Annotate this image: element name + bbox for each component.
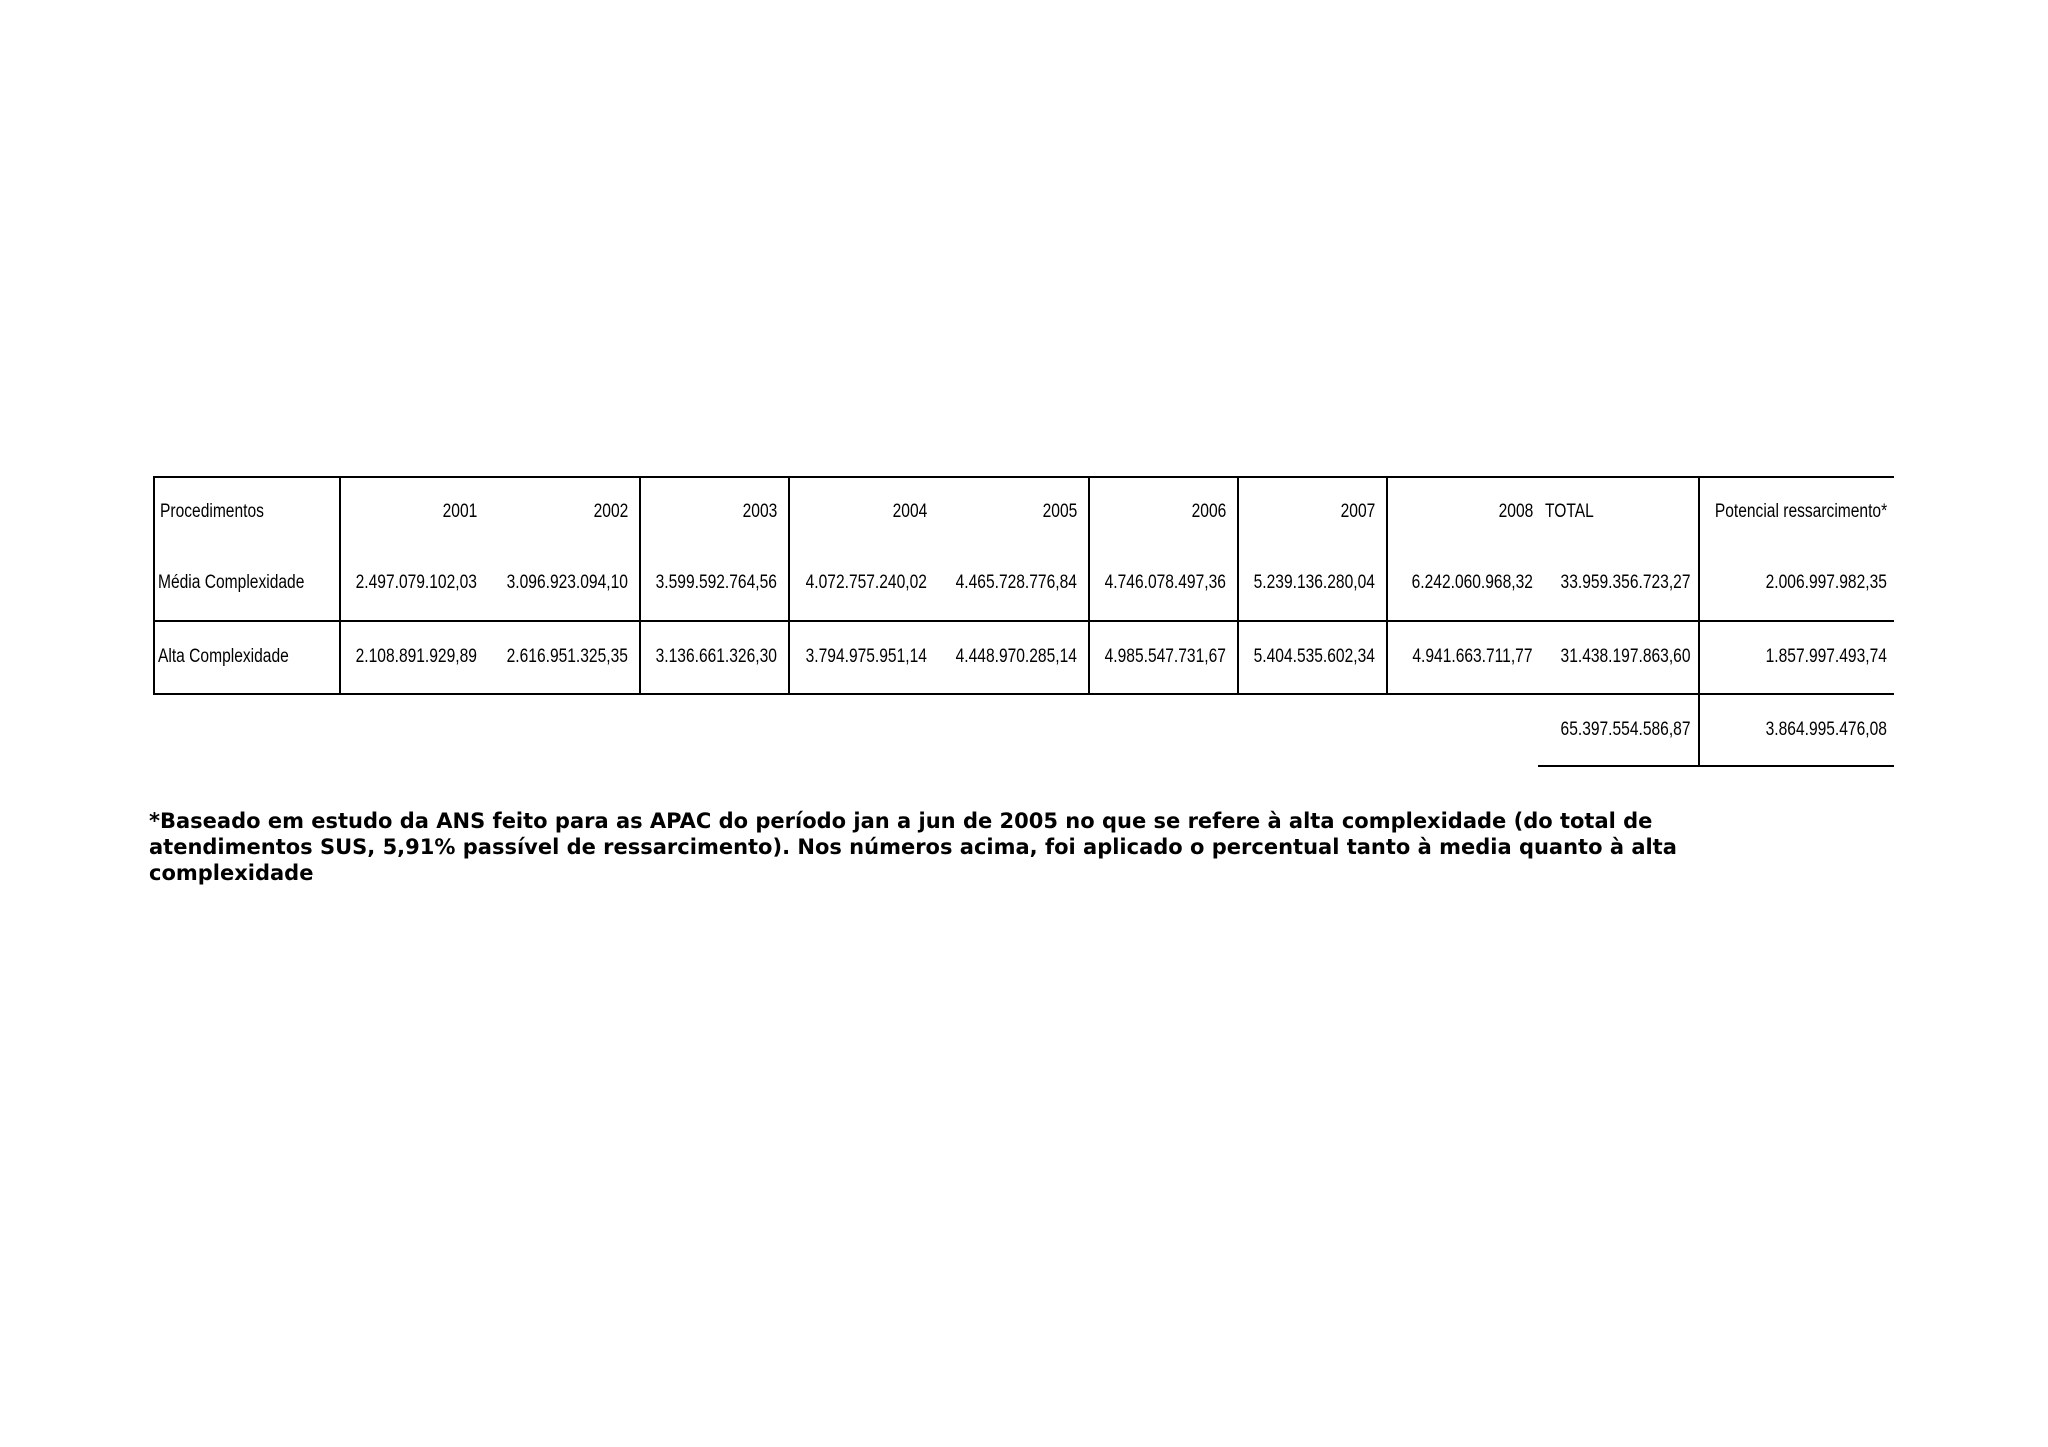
header-total: TOTAL [1545, 501, 1594, 522]
header-year-2004: 2004 [892, 501, 927, 522]
table-cell: 3.096.923.094,10 [506, 572, 628, 593]
header-year-2007: 2007 [1340, 501, 1375, 522]
table-cell: 4.985.547.731,67 [1104, 646, 1226, 667]
table-cell: 4.072.757.240,02 [805, 572, 927, 593]
table-cell: 5.239.136.280,04 [1253, 572, 1375, 593]
row-total: 33.959.356.723,27 [1560, 572, 1690, 593]
header-procedimentos: Procedimentos [160, 501, 264, 522]
ressarcimento-table [153, 476, 1894, 766]
col-divider [1237, 476, 1239, 695]
header-year-2002: 2002 [593, 501, 628, 522]
table-cell: 3.794.975.951,14 [805, 646, 927, 667]
table-cell: 3.136.661.326,30 [655, 646, 777, 667]
header-year-2003: 2003 [742, 501, 777, 522]
table-cell: 3.599.592.764,56 [655, 572, 777, 593]
table-cell: 2.497.079.102,03 [355, 572, 477, 593]
col-divider [1698, 476, 1700, 766]
row-label-alta-complexidade: Alta Complexidade [158, 646, 289, 667]
header-year-2005: 2005 [1042, 501, 1077, 522]
col-divider [1088, 476, 1090, 695]
table-body-bottom-border [153, 693, 1894, 695]
col-divider [788, 476, 790, 695]
row-label-media-complexidade: Média Complexidade [158, 572, 305, 593]
table-cell: 2.108.891.929,89 [355, 646, 477, 667]
table-cell: 4.448.970.285,14 [955, 646, 1077, 667]
table-cell: 4.746.078.497,36 [1104, 572, 1226, 593]
row-total: 31.438.197.863,60 [1560, 646, 1690, 667]
table-cell: 6.242.060.968,32 [1411, 572, 1533, 593]
table-cell: 4.465.728.776,84 [955, 572, 1077, 593]
grand-total-underline [1538, 765, 1894, 767]
grand-total-potencial: 3.864.995.476,08 [1765, 719, 1887, 740]
header-potencial-ressarcimento: Potencial ressarcimento* [1714, 501, 1887, 522]
row-potencial: 2.006.997.982,35 [1765, 572, 1887, 593]
table-cell: 5.404.535.602,34 [1253, 646, 1375, 667]
header-year-2008: 2008 [1498, 501, 1533, 522]
table-cell: 2.616.951.325,35 [506, 646, 628, 667]
table-top-border [153, 476, 1894, 478]
col-divider [1386, 476, 1388, 695]
row-potencial: 1.857.997.493,74 [1765, 646, 1887, 667]
header-year-2001: 2001 [442, 501, 477, 522]
grand-total: 65.397.554.586,87 [1560, 719, 1690, 740]
row-divider [153, 620, 1894, 622]
footnote: *Baseado em estudo da ANS feito para as APAC do período jan a jun de 2005 no que se refere à alta complexidade (do total de atendimentos SUS, 5,91% passível de ressarcimento). Nos números acima, foi aplicado o percentual tanto à media quanto à alta complexidade [149, 809, 1677, 885]
header-year-2006: 2006 [1191, 501, 1226, 522]
table-cell: 4.941.663.711,77 [1412, 646, 1533, 667]
table-left-border [153, 476, 155, 695]
col-divider [339, 476, 341, 695]
col-divider [639, 476, 641, 695]
